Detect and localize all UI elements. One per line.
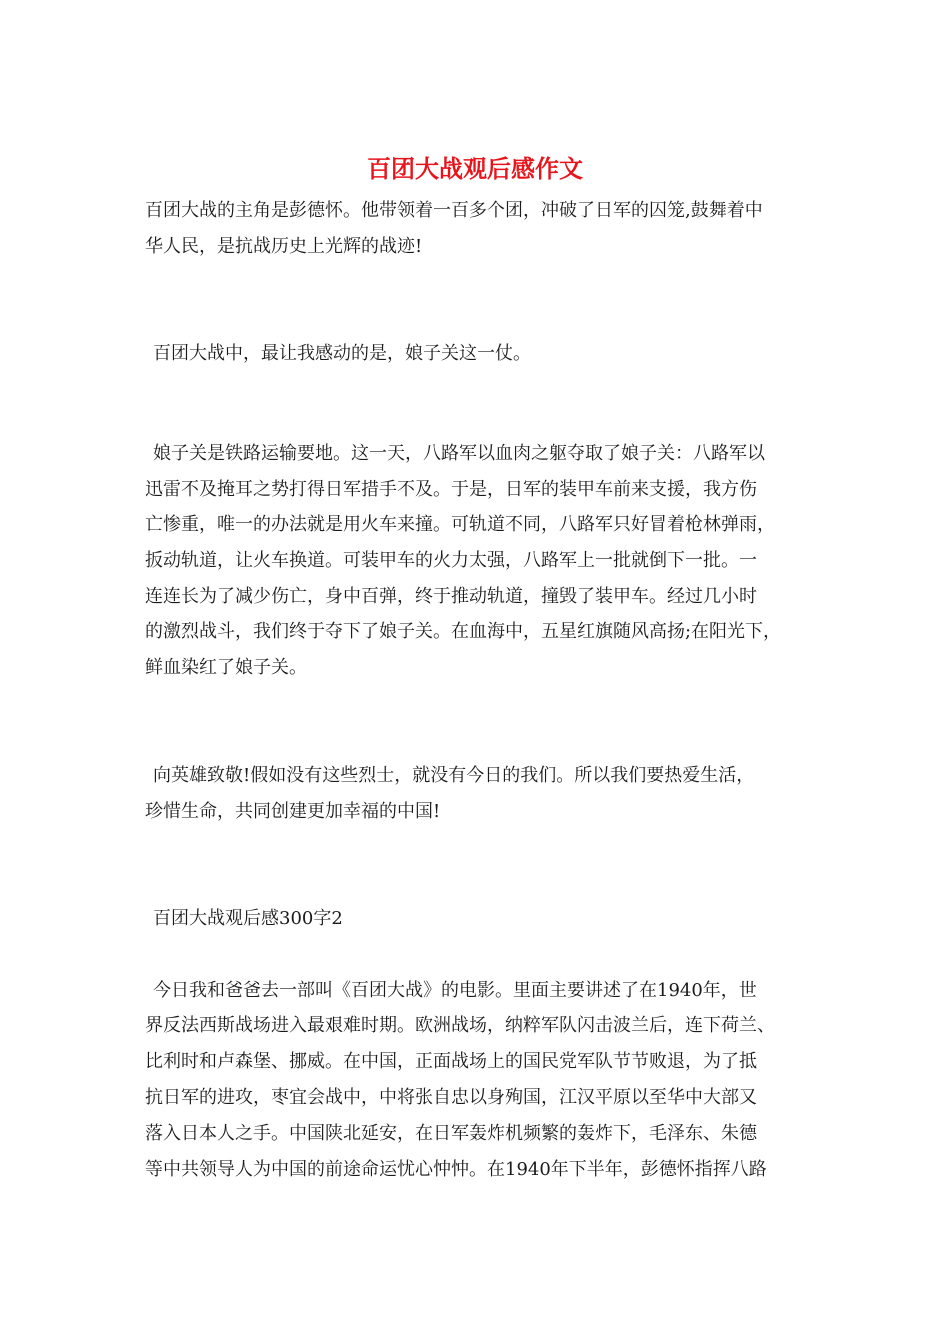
text-line: 鲜血染红了娘子关。: [145, 657, 307, 678]
text-line: 亡惨重，唯一的办法就是用火车来撞。可轨道不同，八路军只好冒着枪林弹雨，: [145, 514, 775, 535]
text-line: 连连长为了减少伤亡，身中百弹，终于推动轨道，撞毁了装甲车。经过几小时: [145, 586, 757, 607]
text-line: 等中共领导人为中国的前途命运忧心忡忡。在1940年下半年，彭德怀指挥八路: [145, 1159, 767, 1180]
document-title: 百团大战观后感作文: [367, 154, 583, 183]
text-line: 界反法西斯战场进入最艰难时期。欧洲战场，纳粹军队闪击波兰后，连下荷兰、: [145, 1015, 775, 1036]
text-line: 华人民，是抗战历史上光辉的战迹!: [145, 236, 423, 257]
text-line: 百团大战中，最让我感动的是，娘子关这一仗。: [153, 343, 531, 364]
text-line: 抗日军的进攻，枣宜会战中，中将张自忠以身殉国，江汉平原以至华中大部又: [145, 1087, 757, 1108]
text-line: 的激烈战斗，我们终于夺下了娘子关。在血海中，五星红旗随风高扬;在阳光下，: [145, 621, 782, 642]
text-line: 今日我和爸爸去一部叫《百团大战》的电影。里面主要讲述了在1940年，世: [153, 980, 757, 1001]
text-line: 比利时和卢森堡、挪威。在中国，正面战场上的国民党军队节节败退，为了抵: [145, 1051, 757, 1072]
section-heading: 百团大战观后感300字2: [153, 908, 343, 929]
text-line: 娘子关是铁路运输要地。这一天，八路军以血肉之躯夺取了娘子关：八路军以: [153, 443, 765, 464]
text-line: 百团大战的主角是彭德怀。他带领着一百多个团，冲破了日军的囚笼,鼓舞着中: [145, 200, 763, 221]
text-line: 迅雷不及掩耳之势打得日军措手不及。于是，日军的装甲车前来支援，我方伤: [145, 479, 757, 500]
text-line: 珍惜生命，共同创建更加幸福的中国!: [145, 801, 441, 822]
text-line: 向英雄致敬!假如没有这些烈士，就没有今日的我们。所以我们要热爱生活，: [153, 765, 755, 786]
text-line: 落入日本人之手。中国陕北延安，在日军轰炸机频繁的轰炸下，毛泽东、朱德: [145, 1123, 757, 1144]
text-line: 扳动轨道，让火车换道。可装甲车的火力太强，八路军上一批就倒下一批。一: [145, 550, 757, 571]
